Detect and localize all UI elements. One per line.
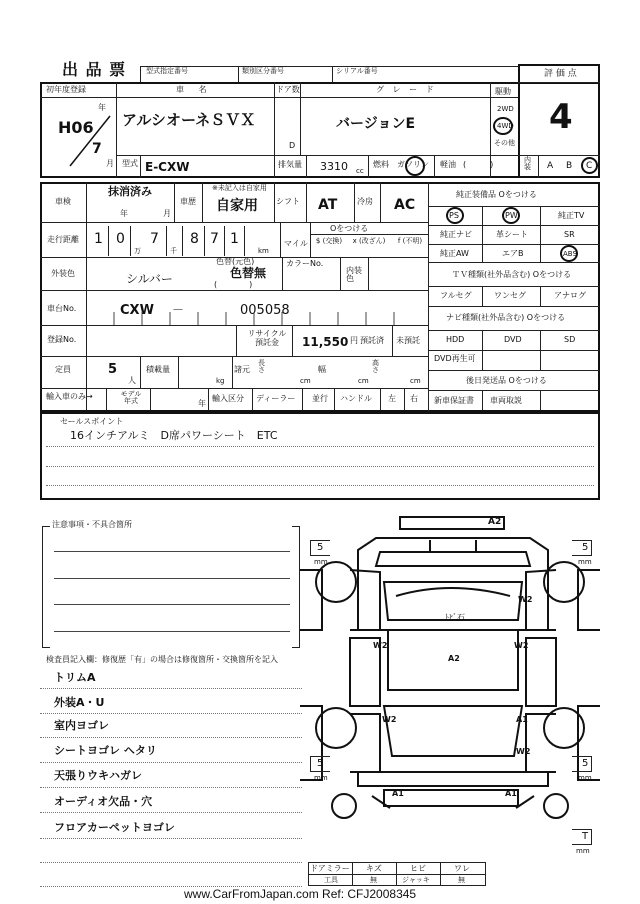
width-unit: cm [358, 377, 369, 385]
overall-score: 4 [549, 97, 573, 137]
fuel-gasoline-circle [405, 156, 425, 176]
notes-bracket [42, 526, 300, 648]
model-label: 型式 [122, 159, 138, 168]
legend-tools-value: 無 [370, 876, 377, 884]
model-year-unit: 年 [198, 399, 206, 408]
damage-mark-w2-right: W2 [514, 641, 529, 650]
interior-label: 内装 [524, 156, 531, 171]
width-label: 幅 [318, 365, 326, 374]
inspector-line-1: トリムA [54, 671, 96, 684]
history-note: ※未記入は自家用 [212, 184, 267, 192]
fuel-diesel: 軽油 [440, 160, 456, 169]
interior-grade-c: C [586, 161, 593, 171]
inspection-label: 車検 [55, 197, 71, 206]
mileage-digit-2: 0 [116, 231, 125, 247]
inspection-month: 月 [163, 209, 171, 218]
drive-other: その他 [494, 139, 515, 147]
import-dealer: ディーラー [256, 394, 296, 403]
interior-grade-c-circle [581, 157, 598, 174]
load-unit: kg [216, 377, 225, 385]
capacity: 5 [108, 362, 118, 377]
handle-right: 右 [410, 394, 418, 403]
tread-front-right: 5 [582, 542, 589, 553]
mileage-check-label: Oをつける [330, 224, 369, 233]
registration-no-label: 登録No. [47, 335, 77, 344]
tread-rear-right: 5 [582, 758, 589, 769]
navi-dvd-playback: DVD再生可 [434, 354, 476, 363]
history-label: 車歴 [180, 197, 196, 206]
mileage-label: 走行距離 [47, 235, 79, 244]
damage-mark-w2-front-right: W2 [518, 595, 533, 604]
equip-abs: ABS [563, 250, 577, 258]
later-title: 後日発送品 Oをつける [466, 376, 547, 385]
inspector-label: 検査員記入欄：修復歴「有」の場合は修復箇所・交換箇所を記入 [46, 655, 278, 664]
load-label: 積載量 [146, 365, 170, 374]
displacement: 3310 [320, 160, 348, 173]
car-name-label: 車 名 [176, 85, 213, 94]
chassis-grid [86, 290, 428, 325]
type-approval-no-label: 型式指定番号 [146, 67, 188, 75]
equip-abs-circle [560, 245, 578, 262]
equip-sr: SR [564, 230, 575, 239]
tv-analog: アナログ [554, 291, 586, 300]
mileage-digit-6: 1 [230, 231, 239, 247]
car-damage-diagram [300, 510, 600, 840]
doors-label: ドア数 [276, 85, 300, 94]
inspector-line-3: 室内ヨゴレ [54, 719, 109, 732]
registration-month: 7 [92, 141, 102, 157]
damage-mark-w2-left: W2 [373, 641, 388, 650]
capacity-unit: 人 [128, 376, 136, 385]
chassis-dash: － [172, 303, 185, 317]
tread-rear-right-unit: mm [578, 774, 592, 782]
damage-mark-w2-rear-wheel: W2 [516, 747, 531, 756]
spare-tire-label: T [582, 831, 589, 842]
damage-mark-a1-bumper-right: A1 [505, 789, 517, 798]
recycle-unpaid: 未預託 [396, 336, 420, 345]
fuel-gasoline: ガソリン [397, 160, 429, 169]
drive-4wd-circle [493, 117, 513, 135]
damage-mark-a2-roof: A2 [448, 654, 460, 663]
mileage-exchange: $ (交換) [315, 237, 343, 245]
sales-point-text: 16インチアルミ D席パワーシート ETC [70, 429, 278, 442]
drive-4wd: 4WD [497, 122, 514, 130]
tv-oneseg: ワンセグ [494, 291, 526, 300]
navi-title: ナビ種類(社外品含む) Oをつける [446, 313, 566, 322]
mileage-digit-1: 1 [94, 231, 103, 247]
damage-mark-a2-top: A2 [488, 517, 502, 527]
equip-pw: PW [505, 211, 518, 220]
later-warranty: 新車保証書 [434, 396, 474, 405]
recycle-fee: 11,550 [302, 335, 349, 349]
mileage-altered: x (改ざん) [352, 237, 386, 245]
inspection-value: 抹消済み [108, 185, 152, 198]
fuel-other-paren: ( ) [463, 160, 494, 169]
equip-ps-circle [446, 207, 464, 224]
legend-jack-value: 無 [458, 876, 465, 884]
legend-scratch: キズ [366, 864, 382, 873]
tread-front-right-unit: mm [578, 558, 592, 566]
equip-aw: 純正AW [440, 249, 469, 258]
exterior-color-label: 外装色 [51, 269, 75, 278]
import-class-label: 輸入区分 [212, 394, 244, 403]
import-parallel: 並行 [312, 394, 328, 403]
usage-history: 自家用 [216, 198, 258, 214]
mileage-km-label: km [258, 247, 269, 255]
shift-label: シフト [276, 197, 300, 206]
damage-mark-w2-rear-left: W2 [382, 715, 397, 724]
legend-mirror: ドアミラー [310, 864, 350, 873]
equip-airbag: エアB [502, 249, 524, 258]
chassis-prefix: CXW [120, 303, 154, 318]
stone-chip-mark: ﾄﾋﾞ石 [445, 613, 465, 622]
recycle-label: リサイクル預託金 [247, 329, 287, 347]
legend-break: ワレ [454, 864, 470, 873]
import-label: 輸入車のみ→ [46, 392, 93, 401]
equip-pw-circle [502, 207, 520, 224]
inspector-line-4: シートヨゴレ ヘタリ [54, 744, 157, 757]
mileage-digit-5: 7 [210, 231, 219, 247]
equip-tv: 純正TV [558, 211, 585, 220]
mileage-digit-4: 8 [190, 231, 199, 247]
tread-rear-left-unit: mm [314, 774, 328, 782]
transmission: AT [318, 197, 338, 213]
color-number-label: カラーNo. [286, 259, 324, 268]
inspector-line-7: フロアカーペットヨゴレ [54, 821, 175, 834]
grade: バージョンE [336, 116, 416, 132]
navi-hdd: HDD [446, 335, 465, 344]
later-manual: 車両取説 [490, 396, 522, 405]
dims-label: 諸元 [234, 365, 250, 374]
car-name: アルシオーネＳＶＸ [122, 111, 256, 129]
repaint-label: 色替(元色) [216, 257, 255, 266]
drive-2wd: 2WD [497, 105, 514, 113]
inspection-year: 年 [120, 209, 128, 218]
tread-rear-left: 5 [317, 758, 324, 769]
capacity-label: 定員 [55, 365, 71, 374]
inspector-line-2: 外装A・U [54, 696, 105, 709]
length-label: 長さ [258, 359, 265, 374]
damage-mark-a1-rear-right: A1 [516, 715, 528, 724]
legend-crack: ヒビ [410, 864, 426, 873]
displacement-unit: cc [356, 167, 364, 175]
mileage-mile-label: マイル [284, 239, 308, 248]
ac-label: 冷房 [357, 197, 373, 206]
footer-watermark: www.CarFromJapan.com Ref: CFJ2008345 [184, 887, 417, 901]
tread-front-left-unit: mm [314, 558, 328, 566]
model-year-label: モデル年式 [120, 390, 142, 405]
exterior-color: シルバー [126, 272, 173, 286]
first-registration-label: 初年度登録 [46, 85, 86, 94]
height-unit: cm [410, 377, 421, 385]
navi-sd: SD [564, 335, 576, 344]
fuel-label: 燃料 [373, 160, 389, 169]
repaint-value: 色替無 [230, 266, 267, 280]
registration-era: H06 [58, 118, 94, 137]
inspector-line-6: オーディオ欠品・穴 [54, 795, 153, 808]
mileage-sen-label: 千 [170, 247, 177, 255]
repaint-paren: ( ) [214, 280, 253, 289]
chassis-number: 005058 [240, 303, 290, 318]
model-code: E-CXW [145, 160, 190, 174]
equip-ps: PS [449, 211, 459, 220]
mileage-unknown: f (不明) [397, 237, 423, 245]
height-label: 高さ [372, 359, 379, 374]
interior-grade-a: A [547, 161, 554, 171]
spare-tire-unit: mm [576, 847, 590, 855]
drive-label: 駆動 [495, 87, 511, 96]
category-no-label: 類別区分番号 [242, 67, 284, 75]
sales-point-label: セールスポイント [60, 417, 124, 426]
form-title: 出 品 票 [62, 60, 127, 79]
inspector-line-5: 天張りウキハガレ [54, 769, 142, 782]
displacement-label: 排気量 [278, 160, 302, 169]
equip-navi: 純正ナビ [440, 230, 472, 239]
score-label: 評 価 点 [544, 69, 577, 79]
serial-no-label: シリアル番号 [336, 67, 378, 75]
registration-month-label: 月 [106, 159, 114, 168]
tv-fullseg: フルセグ [440, 291, 472, 300]
interior-grade-b: B [566, 161, 573, 171]
interior-color-label: 内装色 [346, 266, 362, 283]
legend-tools: 工具 [324, 876, 338, 884]
legend-jack: ジャッキ [402, 876, 430, 884]
grade-label: グ レ ー ド [376, 85, 437, 94]
recycle-paid: 預託済 [360, 336, 384, 345]
doors-value: D [289, 141, 296, 150]
length-unit: cm [300, 377, 311, 385]
recycle-unit: 円 [350, 336, 358, 345]
navi-dvd: DVD [504, 335, 522, 344]
registration-year-label: 年 [98, 103, 106, 112]
handle-label: ハンドル [340, 394, 372, 403]
mileage-digit-3: 7 [150, 231, 159, 247]
equipment-title: 純正装備品 Oをつける [456, 190, 537, 199]
damage-mark-a1-bumper-left: A1 [392, 789, 404, 798]
equip-leather: 革シート [496, 230, 528, 239]
mileage-man-label: 万 [134, 247, 141, 255]
tv-title: ＴＶ種類(社外品含む) Oをつける [452, 270, 572, 279]
handle-left: 左 [388, 394, 396, 403]
chassis-label: 車台No. [47, 304, 77, 313]
tread-front-left: 5 [317, 542, 324, 553]
sales-point-section [40, 412, 600, 500]
notes-label: 注意事項・不具合箇所 [52, 520, 132, 529]
air-conditioning: AC [394, 197, 416, 213]
